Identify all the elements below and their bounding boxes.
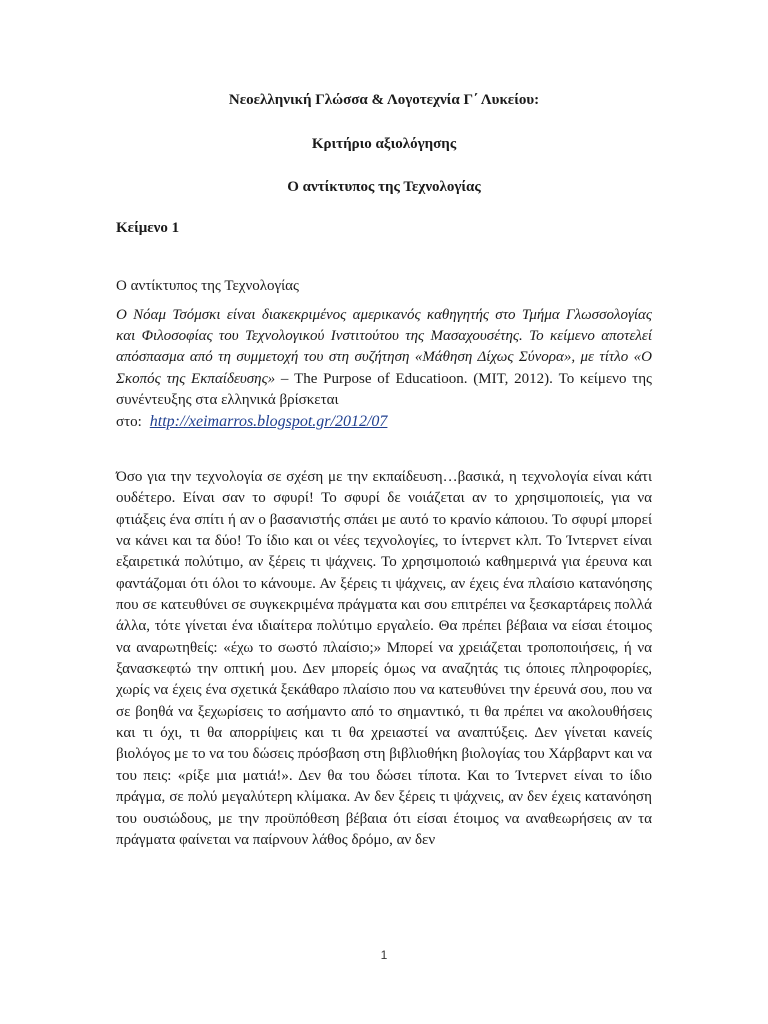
intro-part-1: Ο Νόαμ Τσόμσκι είναι διακεκριμένος αμερικανός καθηγητής στο Τμήμα Γλωσσολογίας και Φιλοσοφίας του Τεχνολογικού Ινστιτούτου της Μασαχουσέτης. Το κείμενο αποτελεί απόσπασμα από τη συμμετοχή του στη συζήτηση «Μάθηση Δίχως Σύνορα», με τίτλο «Ο Σκοπός της Εκπαίδευσης» – — [116, 307, 652, 387]
course-title: Νεοελληνική Γλώσσα & Λογοτεχνία Γ΄ Λυκείου: — [228, 92, 540, 108]
body-paragraph: Όσο για την τεχνολογία σε σχέση με την εκπαίδευση…βασικά, η τεχνολογία είναι κάτι ουδέτερο. Είναι σαν το σφυρί! Το σφυρί δε νοιάζεται αν το χρησιμοποιείς, για να φτιάξεις ένα σπίτι ή αν ο βασανιστής σπάει με αυτό το κρανίο κάποιου. Το σφυρί μπορεί να κάνει και τα δύο! Το ίδιο και οι νέες τεχνολογίες, το ίντερνετ κλπ. Το Ίντερνετ είναι εξαιρετικά πολύτιμο, αν ξέρεις τι ψάχνεις. Το χρησιμοποιώ καθημερινά για έρευνα και φαντάζομαι ότι όλοι το κάνουμε. Αν ξέρεις τι ψάχνεις, αν έχεις ένα πλαίσιο κατανόησης που σε κατευθύνει σε συγκεκριμένα πράγματα και σου επιτρέπει να ξεσκαρτάρεις πολλά άλλα, τότε γίνεται ένα ιδιαίτερα πολύτιμο εργαλείο. Θα πρέπει βέβαια να είσαι έτοιμος να αναρωτηθείς: «έχω το σωστό πλαίσιο;» Μπορεί να χρειάζεται τροποποιήσεις, ή να ξανασκεφτώ την οπτική μου. Δεν μπορείς όμως να αναζητάς τις όποιες πληροφορίες, χωρίς να έχεις ένα σχετικά ξεκάθαρο πλαίσιο που να κατευθύνει την έρευνά σου, που να σε βοηθά να ξεχωρίσεις το ασήμαντο από το σημαντικό, τι θα πρέπει να ακολουθήσεις και τι όχι, τι θα απορρίψεις και τι θα χρειαστεί να αναπτύξεις. Δεν γίνεται κανείς βιολόγος με το να του δώσεις πρόσβαση στη βιβλιοθήκη βιολογίας του Χάρβαρντ και να του πεις: «ρίξε μια ματιά!». Δεν θα του δώσει τίποτα. Και το Ίντερνετ είναι το ίδιο πράγμα, σε πολύ μεγαλύτερη κλίμακα. Αν δεν ξέρεις τι ψάχνεις, αν δεν έχεις κατανόηση του ουσιώδους, με την προϋπόθεση βέβαια ότι είσαι έτοιμος να αναθεωρήσεις αν τα πράγματα φαίνεται να παίρνουν λάθος δρόμο, αν δεν — [116, 469, 652, 848]
intro-part-2: The Purpose of Educatioon. (MIT, 2012). — [294, 370, 553, 387]
page-number: 1 — [380, 948, 388, 962]
source-label: στο: — [116, 414, 142, 431]
text-subtitle: Ο αντίκτυπος της Τεχνολογίας — [116, 278, 299, 294]
intro-part-3: Το κείμενο της συνέντευξης στα ελληνικά βρίσκεται — [116, 370, 652, 408]
intro-paragraph — [116, 305, 652, 433]
topic-title: Ο αντίκτυπος της Τεχνολογίας — [287, 179, 481, 195]
test-label: Κριτήριο αξιολόγησης — [311, 136, 457, 152]
section-label: Κείμενο 1 — [116, 220, 180, 236]
source-link[interactable]: http://xeimarros.blogspot.gr/2012/07 — [149, 413, 388, 431]
source-row — [116, 411, 652, 433]
